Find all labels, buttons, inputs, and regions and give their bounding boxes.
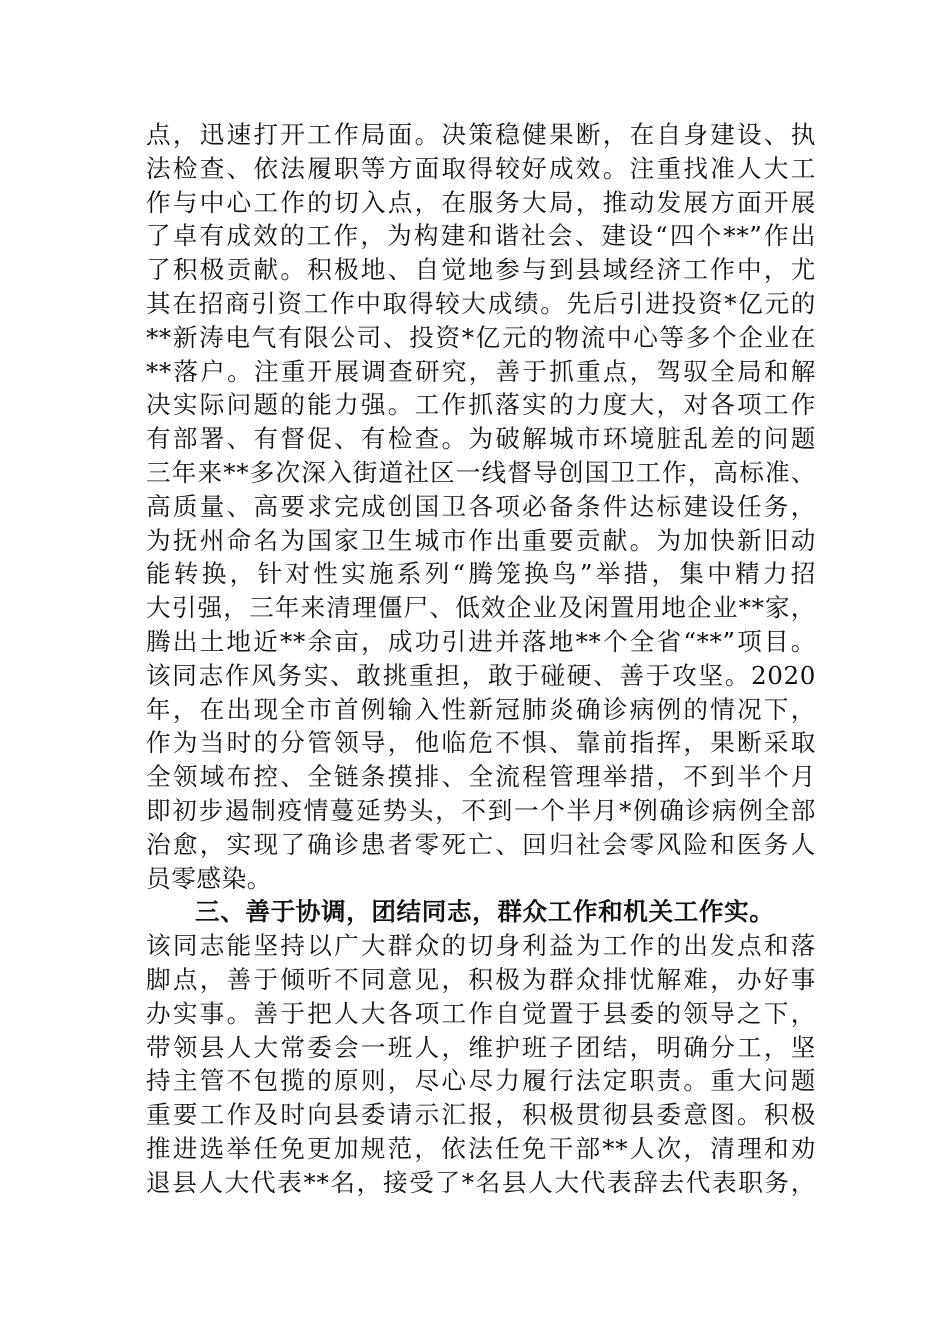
text-line: 作为当时的分管领导，他临危不惧、靠前指挥，果断采取 — [146, 728, 816, 758]
text-line: 年，在出现全市首例输入性新冠肺炎确诊病例的情况下， — [146, 694, 816, 724]
text-line: 能转换，针对性实施系列“腾笼换鸟”举措，集中精力招 — [146, 559, 816, 589]
text-line: 作与中心工作的切入点，在服务大局，推动发展方面开展 — [146, 187, 816, 217]
text-line: 治愈，实现了确诊患者零死亡、回归社会零风险和医务人 — [146, 829, 816, 859]
text-line: 退县人大代表**名，接受了*名县人大代表辞去代表职务， — [146, 1167, 816, 1197]
text-line: 该同志能坚持以广大群众的切身利益为工作的出发点和落 — [146, 931, 816, 961]
text-line: 大引强，三年来清理僵尸、低效企业及闲置用地企业**家， — [146, 593, 816, 623]
text-line: 持主管不包揽的原则，尽心尽力履行法定职责。重大问题 — [146, 1066, 816, 1096]
text-line: 即初步遏制疫情蔓延势头，不到一个半月*例确诊病例全部 — [146, 795, 816, 825]
text-line: 办实事。善于把人大各项工作自觉置于县委的领导之下， — [146, 998, 816, 1028]
text-line: **新涛电气有限公司、投资*亿元的物流中心等多个企业在 — [146, 322, 816, 352]
text-line: 高质量、高要求完成创国卫各项必备条件达标建设任务， — [146, 491, 816, 521]
text-line: 法检查、依法履职等方面取得较好成效。注重找准人大工 — [146, 153, 816, 183]
body-text — [146, 118, 816, 1200]
section-heading: 三、善于协调，团结同志，群众工作和机关工作实。 — [195, 897, 775, 927]
text-line: 员零感染。 — [146, 863, 272, 893]
text-line: 重要工作及时向县委请示汇报，积极贯彻县委意图。积极 — [146, 1100, 816, 1130]
text-line: 为抚州命名为国家卫生城市作出重要贡献。为加快新旧动 — [146, 525, 816, 555]
text-line: 三年来**多次深入街道社区一线督导创国卫工作，高标准、 — [146, 457, 816, 487]
text-line: 脚点，善于倾听不同意见，积极为群众排忧解难，办好事 — [146, 964, 816, 994]
text-line: 全领域布控、全链条摸排、全流程管理举措，不到半个月 — [146, 762, 816, 792]
text-line: 有部署、有督促、有检查。为破解城市环境脏乱差的问题 — [146, 424, 816, 454]
text-line: 带领县人大常委会一班人，维护班子团结，明确分工，坚 — [146, 1032, 816, 1062]
text-line: 点，迅速打开工作局面。决策稳健果断，在自身建设、执 — [146, 120, 816, 149]
text-line: 该同志作风务实、敢挑重担，敢于碰硬、善于攻坚。2020 — [146, 660, 816, 690]
text-line: **落户。注重开展调查研究，善于抓重点，驾驭全局和解 — [146, 356, 816, 386]
text-line: 了卓有成效的工作，为构建和谐社会、建设“四个**”作出 — [146, 221, 816, 251]
text-line: 了积极贡献。积极地、自觉地参与到县域经济工作中，尤 — [146, 255, 816, 285]
text-line: 其在招商引资工作中取得较大成绩。先后引进投资*亿元的 — [146, 288, 816, 318]
text-line: 腾出土地近**余亩，成功引进并落地**个全省“**”项目。 — [146, 626, 816, 656]
text-line: 决实际问题的能力强。工作抓落实的力度大，对各项工作 — [146, 390, 816, 420]
text-line: 推进选举任免更加规范，依法任免干部**人次，清理和劝 — [146, 1133, 816, 1163]
